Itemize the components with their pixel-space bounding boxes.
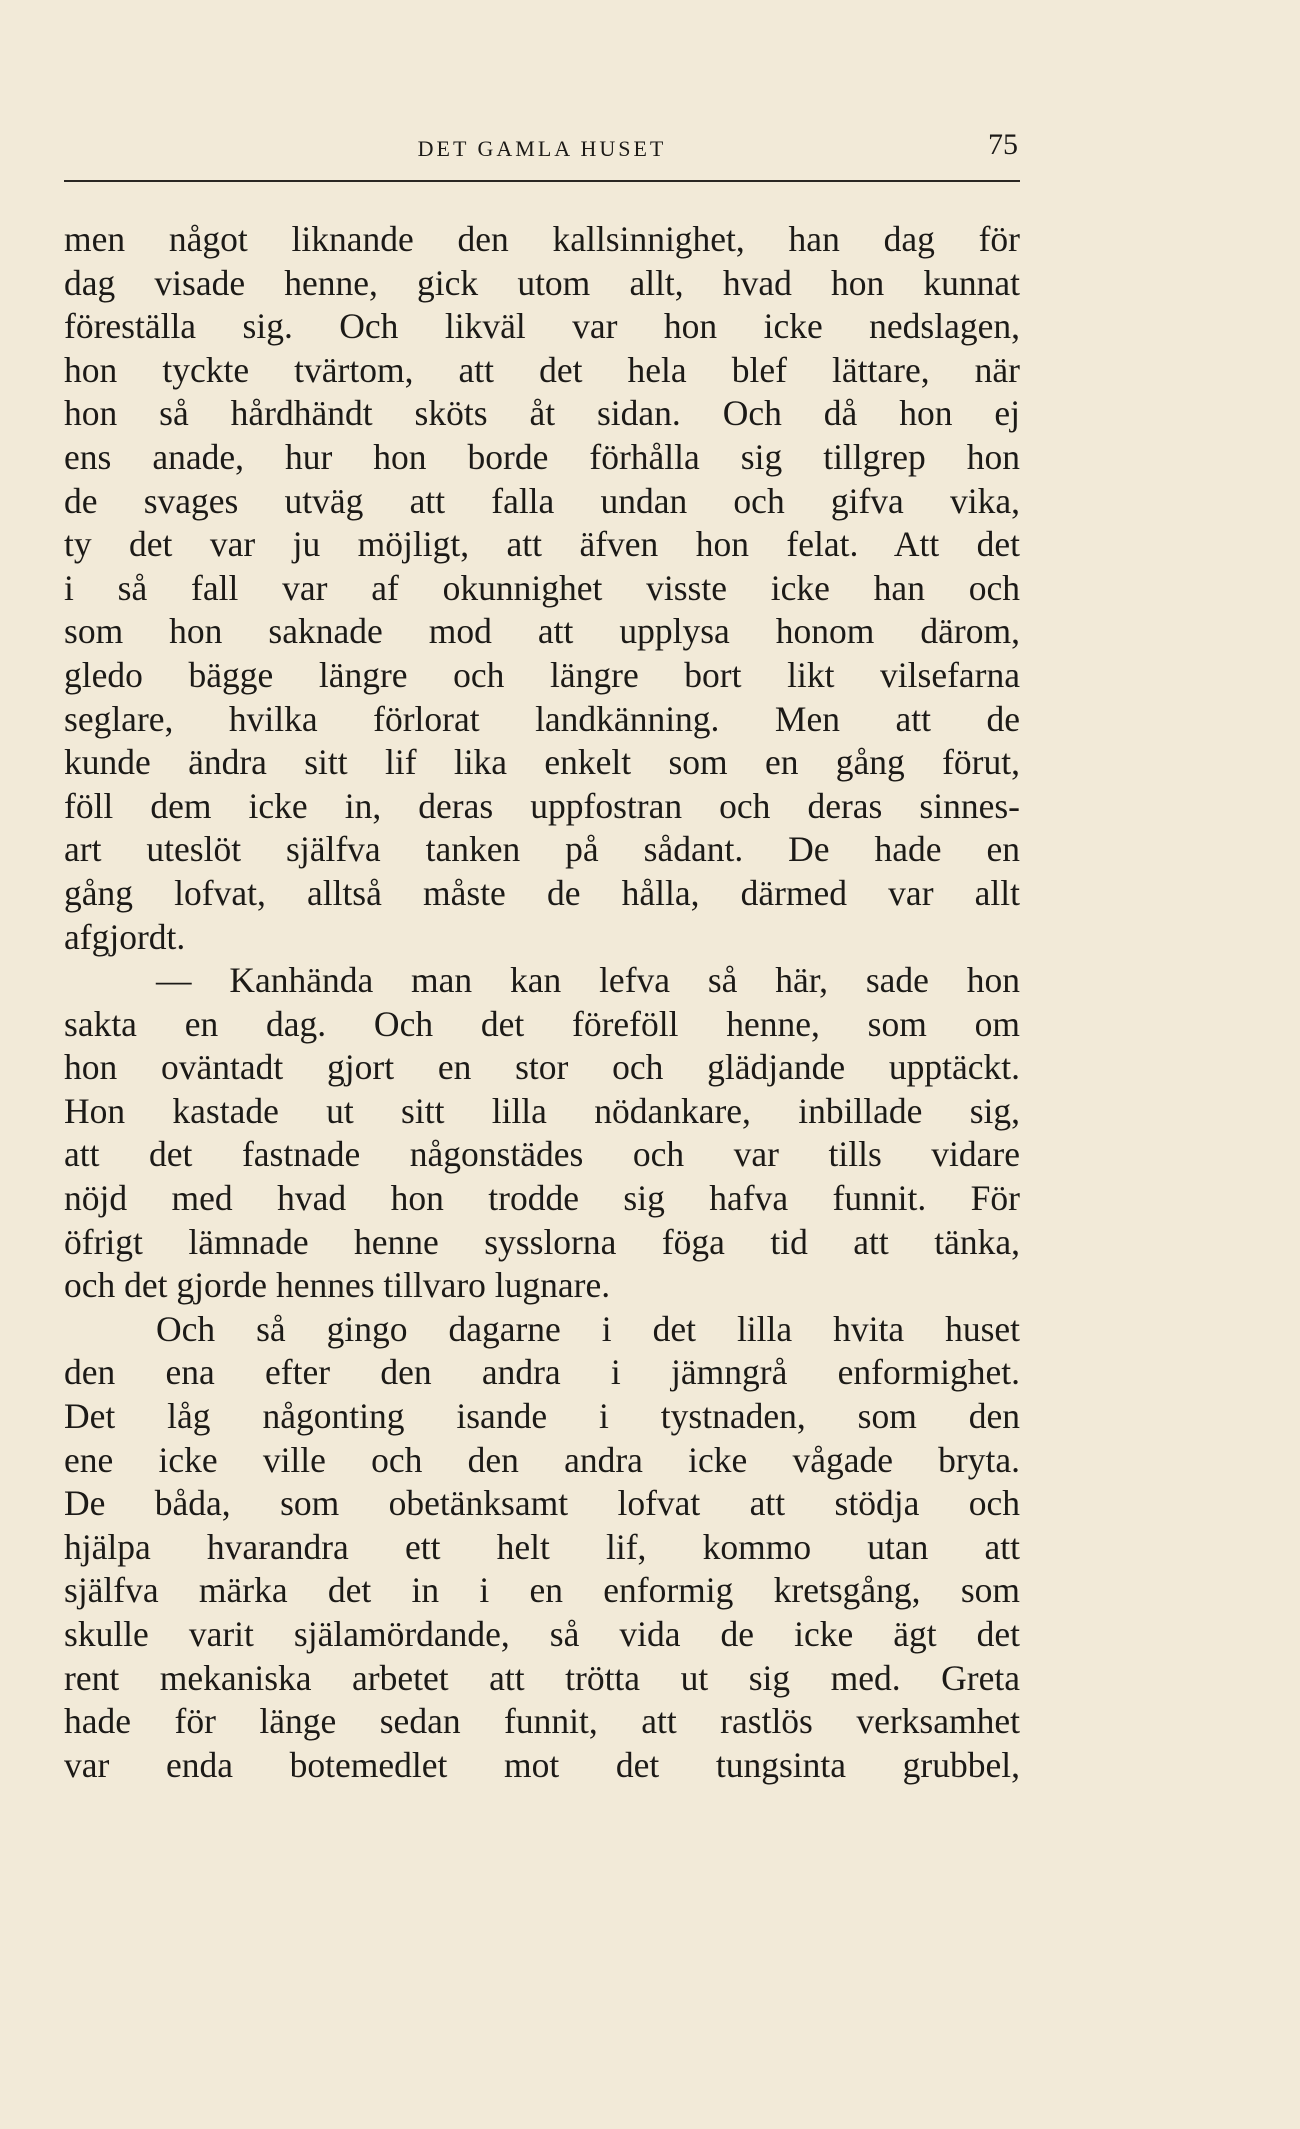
text-line: de svages utväg att falla undan och gifva vika, [64, 480, 1020, 521]
text-line: art uteslöt själfva tanken på sådant. De hade en [64, 829, 1020, 870]
text-line: dag visade henne, gick utom allt, hvad hon kunnat [64, 262, 1020, 303]
text-line: sakta en dag. Och det föreföll henne, som om [64, 1003, 1020, 1044]
text-line: skulle varit själamördande, så vida de icke ägt det [64, 1614, 1020, 1654]
text-line: ene icke ville och den andra icke vågade bryta. [64, 1439, 1020, 1480]
text-line: ens anade, hur hon borde förhålla sig tillgrep hon [64, 436, 1020, 477]
text-line: föll dem icke in, deras uppfostran och deras sinnes- [64, 785, 1020, 826]
text-line: De båda, som obetänksamt lofvat att stödja och [64, 1483, 1020, 1524]
text-line: Och så gingo dagarne i det lilla hvita huset [156, 1308, 1020, 1349]
page-header [64, 128, 1020, 170]
text-line: nöjd med hvad hon trodde sig hafva funnit. För [64, 1178, 1020, 1219]
text-line: hjälpa hvarandra ett helt lif, kommo utan att [64, 1526, 1020, 1567]
text-line: hon tyckte tvärtom, att det hela blef lättare, när [64, 349, 1020, 390]
text-line: att det fastnade någonstädes och var tills vidare [64, 1134, 1020, 1175]
text-line: och det gjorde hennes tillvaro lugnare. [64, 1265, 611, 1306]
body-text [64, 218, 1020, 1787]
text-line: i så fall var af okunnighet visste icke han och [64, 567, 1020, 608]
text-line: afgjordt. [64, 916, 186, 957]
text-line: var enda botemedlet mot det tungsinta grubbel, [64, 1744, 1020, 1785]
text-line: den ena efter den andra i jämngrå enformighet. [64, 1352, 1020, 1393]
text-line: hon så hårdhändt sköts åt sidan. Och då hon ej [64, 393, 1020, 434]
text-line: hon oväntadt gjort en stor och glädjande upptäckt. [64, 1047, 1020, 1088]
text-line: som hon saknade mod att upplysa honom därom, [64, 611, 1020, 652]
text-line: rent mekaniska arbetet att trötta ut sig med. Greta [64, 1657, 1020, 1698]
text-line: Det låg någonting isande i tystnaden, som den [64, 1396, 1020, 1437]
page-number: 75 [988, 128, 1018, 161]
header-rule [64, 180, 1020, 182]
text-line: kunde ändra sitt lif lika enkelt som en gång förut, [64, 742, 1020, 783]
text-line: gång lofvat, alltså måste de hålla, därmed var allt [64, 872, 1020, 913]
text-line: öfrigt lämnade henne sysslorna föga tid att tänka, [64, 1221, 1020, 1262]
text-line: men något liknande den kallsinnighet, han dag för [64, 219, 1020, 259]
text-line: ty det var ju möjligt, att äfven hon felat. Att det [64, 524, 1020, 565]
text-line: föreställa sig. Och likväl var hon icke nedslagen, [64, 306, 1020, 347]
text-line: seglare, hvilka förlorat landkänning. Men att de [64, 698, 1020, 739]
text-line: själfva märka det in i en enformig kretsgång, som [64, 1570, 1020, 1611]
text-line: — Kanhända man kan lefva så här, sade hon [156, 960, 1020, 1001]
text-line: hade för länge sedan funnit, att rastlös verksamhet [64, 1701, 1020, 1742]
text-line: gledo bägge längre och längre bort likt vilsefarna [64, 654, 1020, 695]
text-line: Hon kastade ut sitt lilla nödankare, inbillade sig, [64, 1090, 1020, 1131]
running-head: DET GAMLA HUSET [417, 136, 667, 161]
